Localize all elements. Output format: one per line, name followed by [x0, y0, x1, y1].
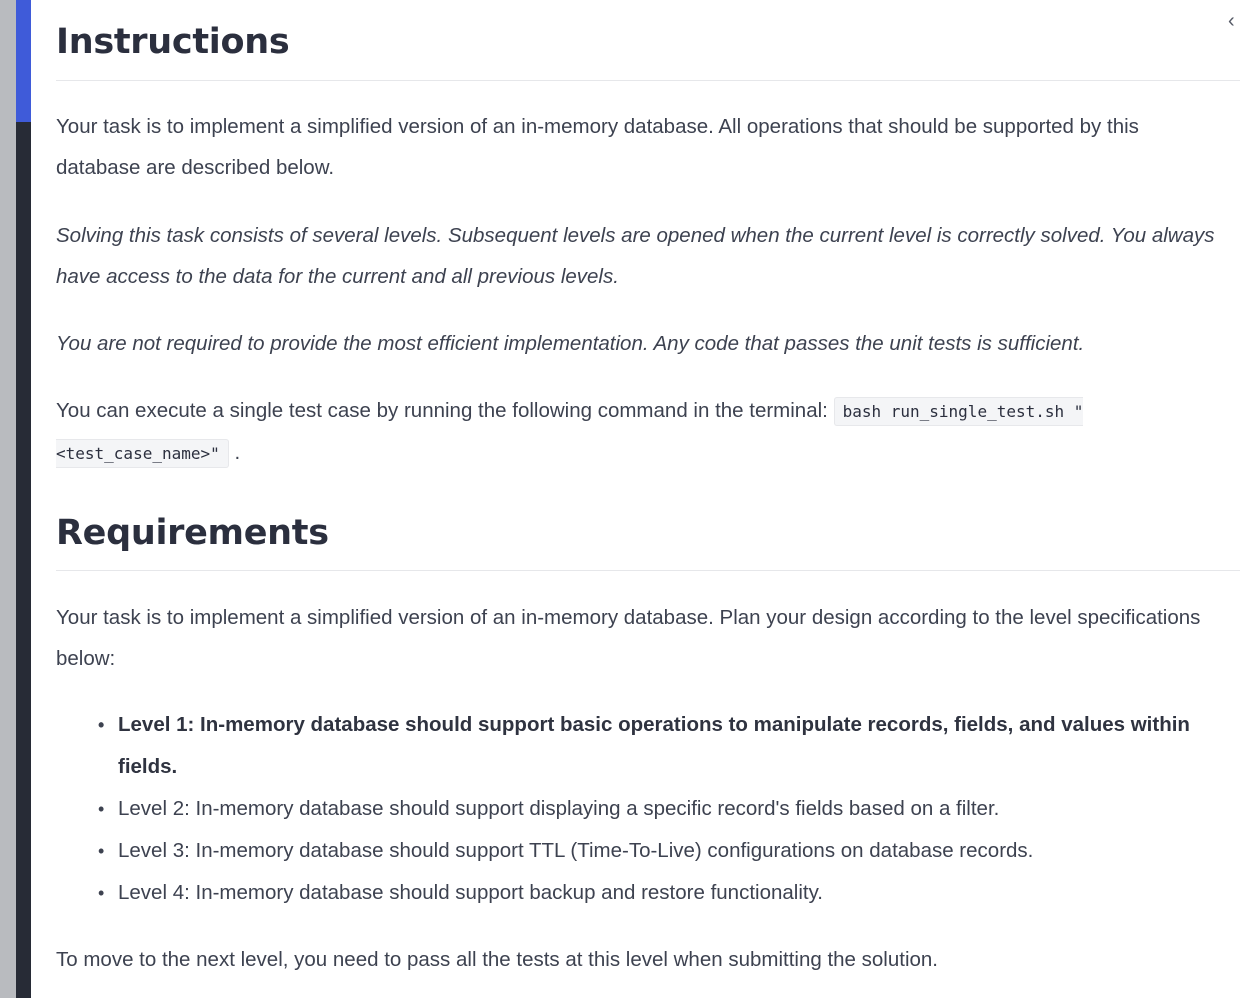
list-item-level-2: • Level 2: In-memory database should support displaying a specific record's fields based on a filter. [56, 788, 1236, 830]
sidebar-active-indicator [16, 0, 31, 122]
run-test-period: . [234, 441, 241, 464]
section-divider [56, 80, 1240, 81]
requirements-intro: Your task is to implement a simplified version of an in-memory database. Plan your design according to the level specifications below: [56, 606, 1201, 670]
sidebar-strip[interactable] [16, 0, 31, 998]
list-item-level-3: • Level 3: In-memory database should support TTL (Time-To-Live) configurations on database records. [56, 830, 1236, 872]
requirements-heading: Requirements [56, 513, 329, 553]
run-test-paragraph [56, 390, 1216, 474]
chevron-left-icon[interactable]: ‹ [1228, 10, 1235, 32]
instructions-heading: Instructions [56, 22, 290, 62]
requirements-footer: To move to the next level, you need to pass all the tests at this level when submitting the solution. [56, 948, 939, 971]
level-list [56, 704, 1236, 914]
window-edge [0, 0, 16, 998]
instructions-paragraph: Your task is to implement a simplified version of an in-memory database. All operations that should be supported by this database are described below. [56, 115, 1139, 179]
run-test-text: You can execute a single test case by running the following command in the terminal: [56, 399, 828, 422]
levels-note-paragraph: Solving this task consists of several levels. Subsequent levels are opened when the current level is correctly solved. You always have access to the data for the current and all previous levels. [56, 224, 1215, 288]
efficiency-note-paragraph: You are not required to provide the most efficient implementation. Any code that passes the unit tests is sufficient. [56, 332, 1085, 355]
list-item-level-1: • Level 1: In-memory database should support basic operations to manipulate records, fields, and values within fields. [56, 704, 1236, 788]
list-item-level-4: • Level 4: In-memory database should support backup and restore functionality. [56, 872, 1236, 914]
run-test-command: bash run_single_test.sh "<test_case_name>" [56, 397, 1083, 468]
section-divider [56, 570, 1240, 571]
